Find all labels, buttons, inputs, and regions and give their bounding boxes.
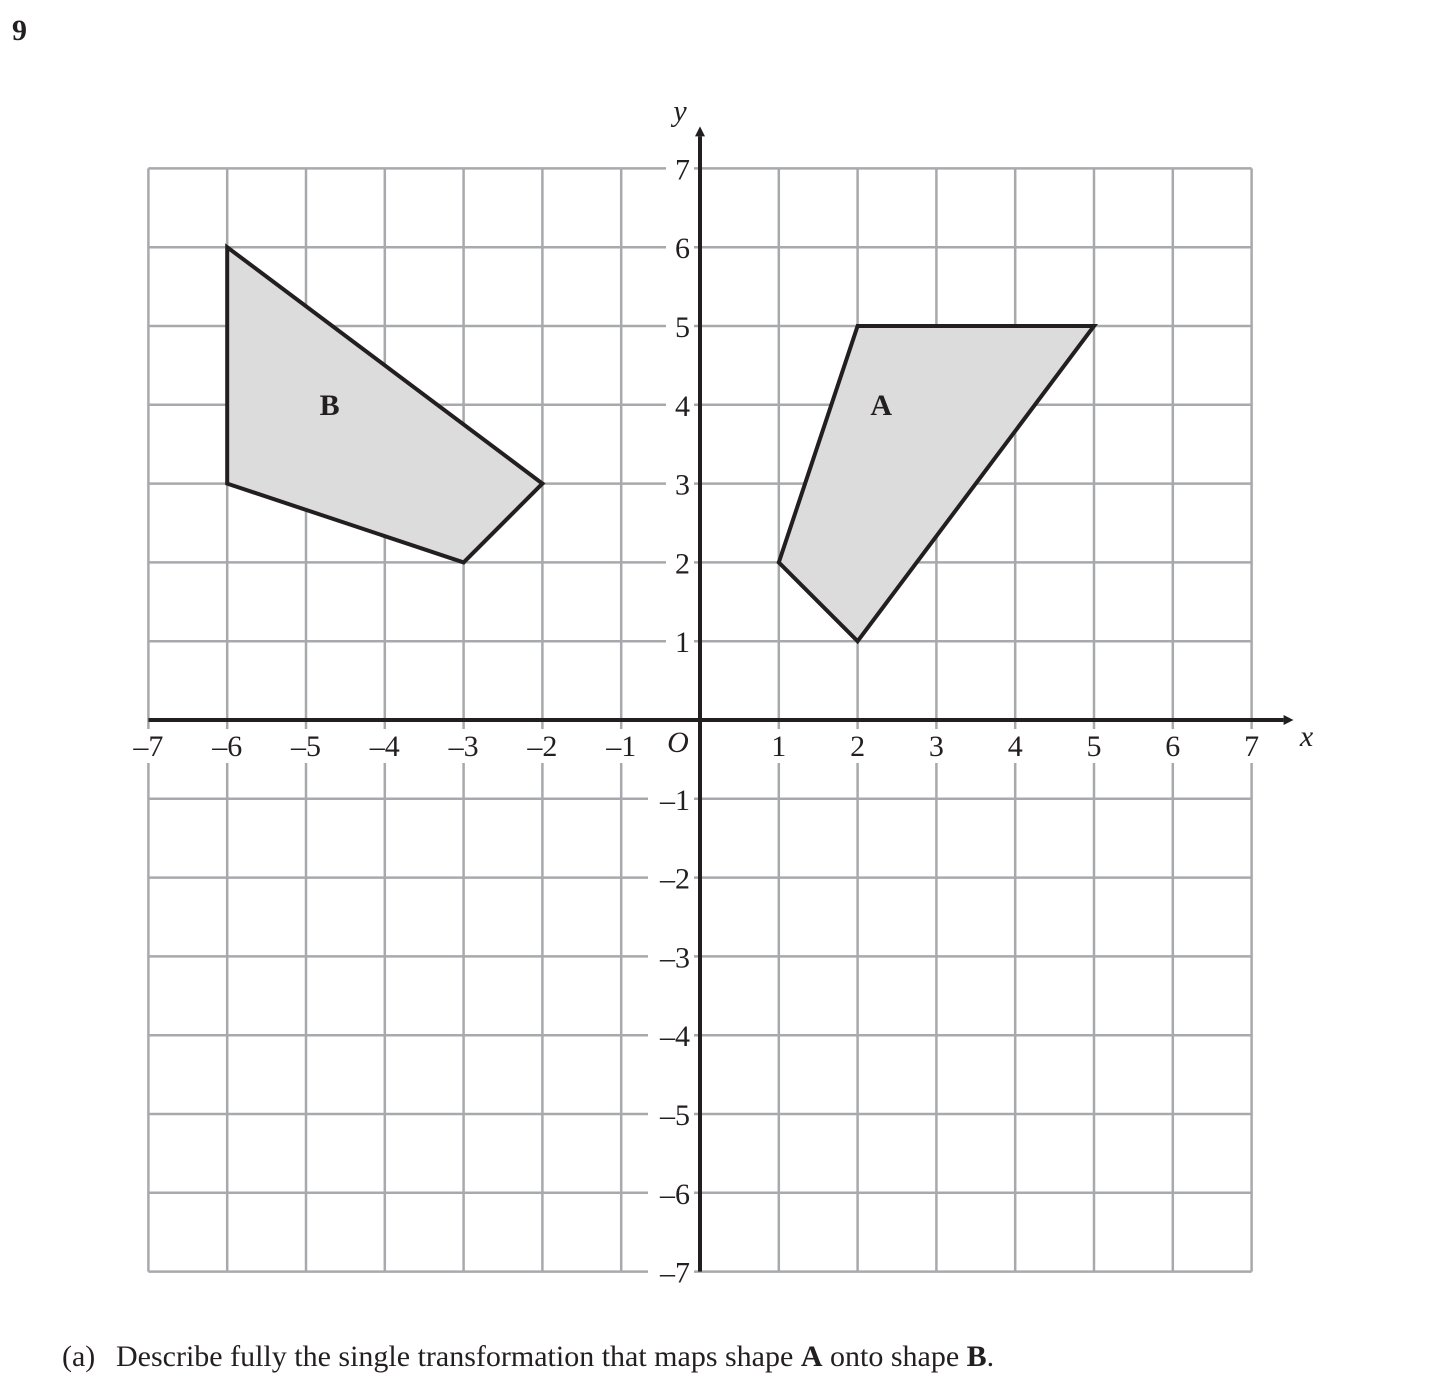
- shape-label-a: A: [870, 388, 893, 422]
- question-a: [62, 1340, 994, 1374]
- x-tick-label: –1: [606, 730, 637, 763]
- x-tick-label: 7: [1244, 730, 1260, 763]
- question-shape-b: B: [966, 1340, 987, 1373]
- y-tick-label: 5: [675, 311, 690, 344]
- y-tick-label: 3: [675, 468, 690, 502]
- y-tick-label: –5: [660, 1099, 690, 1132]
- y-tick-label: –6: [660, 1177, 690, 1211]
- y-tick-label: 2: [675, 547, 690, 581]
- y-tick-label: –4: [660, 1020, 690, 1054]
- y-tick-label: 6: [675, 232, 690, 266]
- x-tick-label: 2: [850, 730, 866, 763]
- x-tick-label: 1: [771, 730, 787, 763]
- shapes: [227, 247, 1094, 641]
- x-tick-label: 5: [1086, 730, 1102, 763]
- y-axis-label: y: [673, 94, 687, 128]
- y-tick-label: –1: [660, 783, 690, 817]
- y-tick-label: –3: [660, 941, 690, 975]
- question-text-before: Describe fully the single transformation that maps shape: [116, 1340, 794, 1373]
- x-axis-label: x: [1299, 720, 1314, 753]
- origin-label: O: [667, 726, 689, 759]
- y-tick-label: –2: [660, 862, 690, 896]
- question-part-label: (a): [62, 1340, 96, 1373]
- question-text-end: .: [986, 1340, 995, 1373]
- x-tick-label: 4: [1007, 730, 1023, 763]
- x-tick-label: –5: [291, 730, 321, 763]
- x-tick-label: –7: [133, 730, 164, 763]
- x-tick-label: 6: [1165, 730, 1181, 763]
- y-tick-label: 7: [675, 153, 690, 187]
- y-tick-label: 4: [675, 389, 690, 423]
- axes: [148, 94, 1314, 1271]
- question-shape-a: A: [800, 1340, 823, 1373]
- x-tick-label: –2: [527, 730, 558, 763]
- y-tick-label: –7: [660, 1256, 690, 1290]
- x-tick-label: –4: [369, 730, 400, 763]
- question-number: 9: [12, 14, 27, 47]
- question-text-middle: onto shape: [830, 1340, 960, 1373]
- shape-label-b: B: [319, 388, 340, 422]
- x-tick-label: –3: [448, 730, 479, 763]
- x-tick-label: –6: [212, 730, 243, 763]
- y-tick-label: 1: [675, 626, 690, 660]
- x-tick-label: 3: [928, 730, 944, 763]
